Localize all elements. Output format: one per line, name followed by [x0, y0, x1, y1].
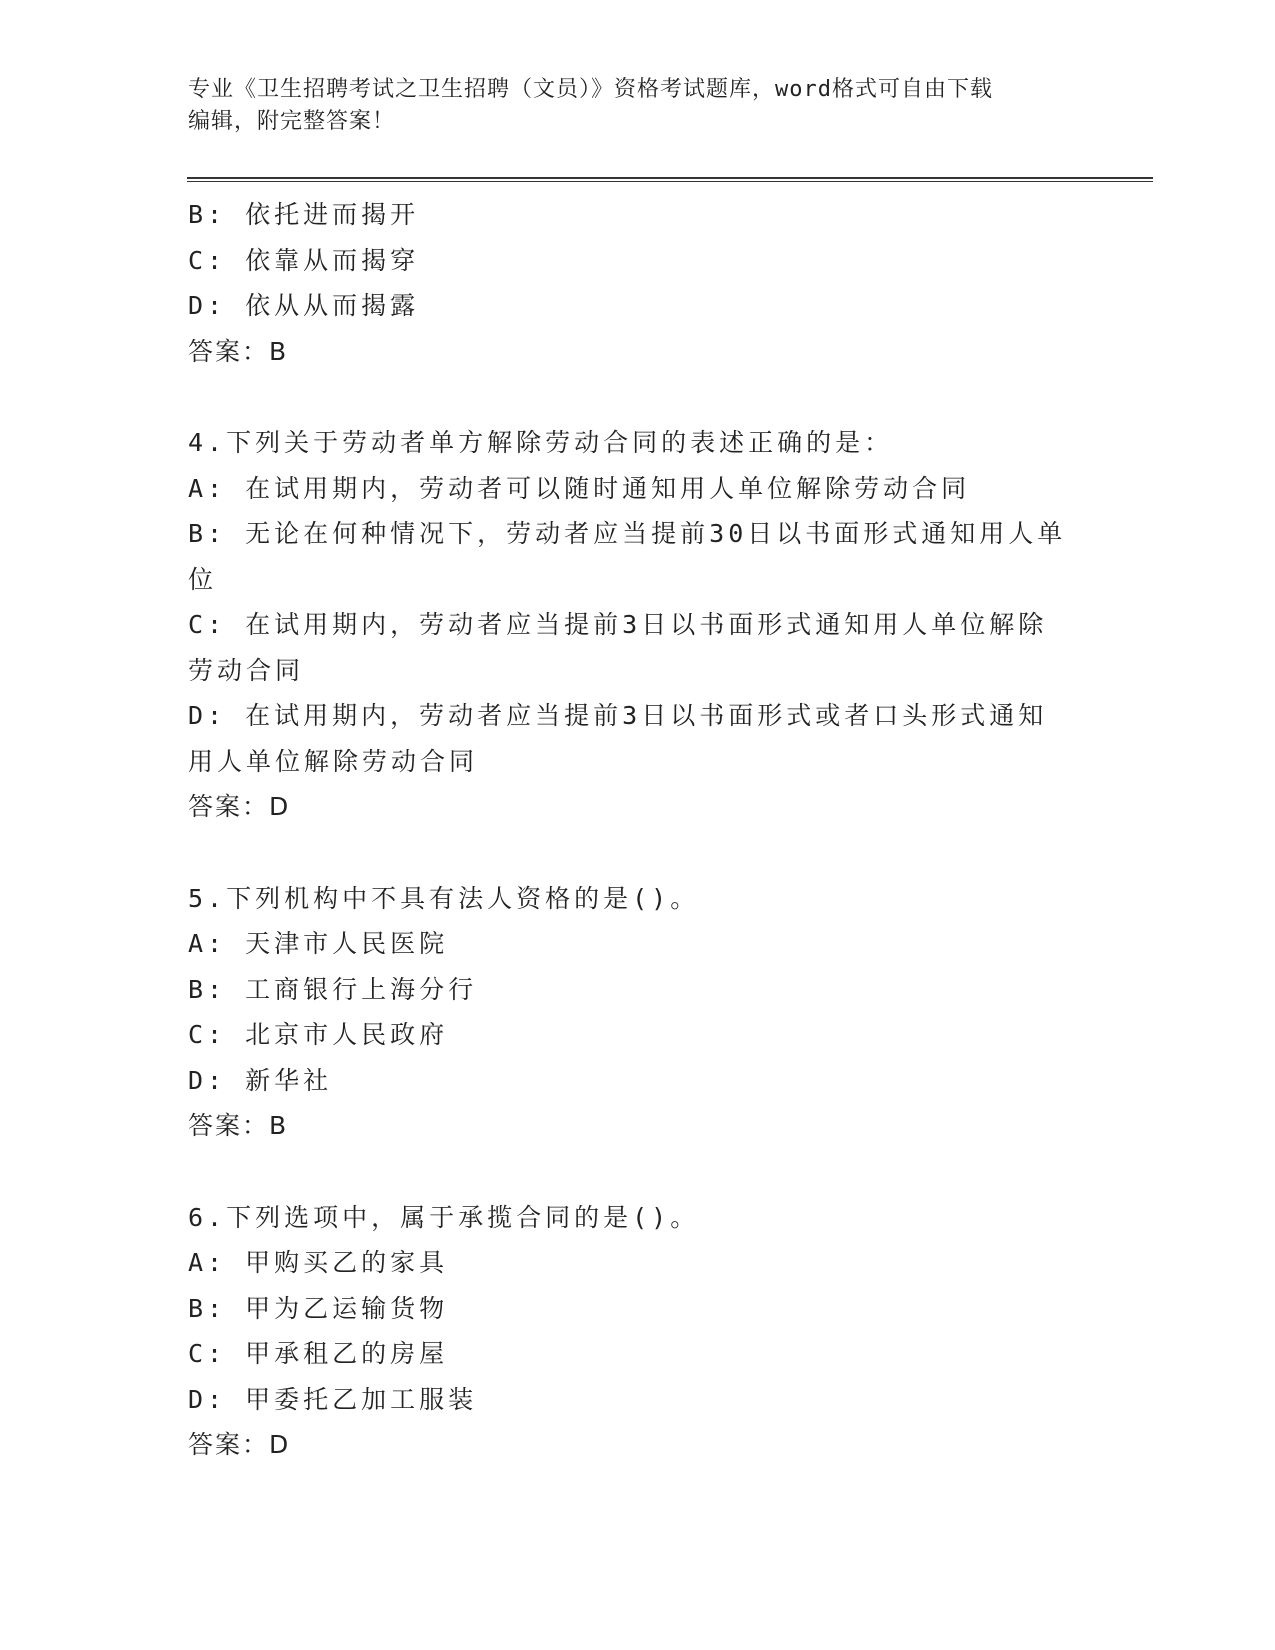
header-line-1: 专业《卫生招聘考试之卫生招聘（文员）》资格考试题库，word格式可自由下载: [188, 77, 993, 102]
question-5: [188, 876, 1088, 1149]
header-line-2: 编辑，附完整答案！: [188, 109, 396, 134]
q5-option-c: C: 北京市人民政府: [188, 1020, 449, 1049]
q4-option-a: A: 在试用期内，劳动者可以随时通知用人单位解除劳动合同: [188, 473, 971, 503]
q3-option-c: C: 依靠从而揭穿: [188, 245, 420, 275]
q3-option-b: B: 依托进而揭开: [188, 200, 420, 229]
q5-option-b: B: 工商银行上海分行: [188, 974, 478, 1004]
q6-option-a: A: 甲购买乙的家具: [188, 1248, 449, 1277]
q6-option-d: D: 甲委托乙加工服装: [188, 1384, 478, 1414]
q4-option-d: D: 在试用期内，劳动者应当提前3日以书面形式或者口头形式通知用人单位解除劳动合同: [188, 701, 1048, 776]
q5-option-a: A: 天津市人民医院: [188, 929, 449, 958]
q5-answer: 答案：B: [188, 1111, 289, 1140]
question-3: [188, 192, 1088, 374]
q6-answer: 答案：D: [188, 1430, 291, 1459]
spacer: [188, 374, 1088, 420]
q5-question: 5.下列机构中不具有法人资格的是()。: [188, 883, 700, 913]
q6-question: 6.下列选项中，属于承揽合同的是()。: [188, 1202, 700, 1232]
q4-question: 4.下列关于劳动者单方解除劳动合同的表述正确的是：: [188, 428, 894, 457]
q3-answer: 答案：B: [188, 336, 289, 366]
q6-option-b: B: 甲为乙运输货物: [188, 1293, 449, 1323]
q4-answer: 答案：D: [188, 792, 291, 821]
document-header: [188, 74, 1068, 138]
question-4: [188, 420, 1088, 830]
spacer: [188, 1149, 1088, 1195]
header-divider: [187, 177, 1153, 182]
question-6: [188, 1195, 1088, 1468]
q4-option-b: B: 无论在何种情况下，劳动者应当提前30日以书面形式通知用人单位: [188, 519, 1067, 594]
question-list: [188, 192, 1088, 1468]
spacer: [188, 830, 1088, 876]
q4-option-c: C: 在试用期内，劳动者应当提前3日以书面形式通知用人单位解除劳动合同: [188, 610, 1048, 685]
q3-option-d: D: 依从从而揭露: [188, 291, 420, 320]
q6-option-c: C: 甲承租乙的房屋: [188, 1339, 449, 1368]
q5-option-d: D: 新华社: [188, 1065, 333, 1095]
